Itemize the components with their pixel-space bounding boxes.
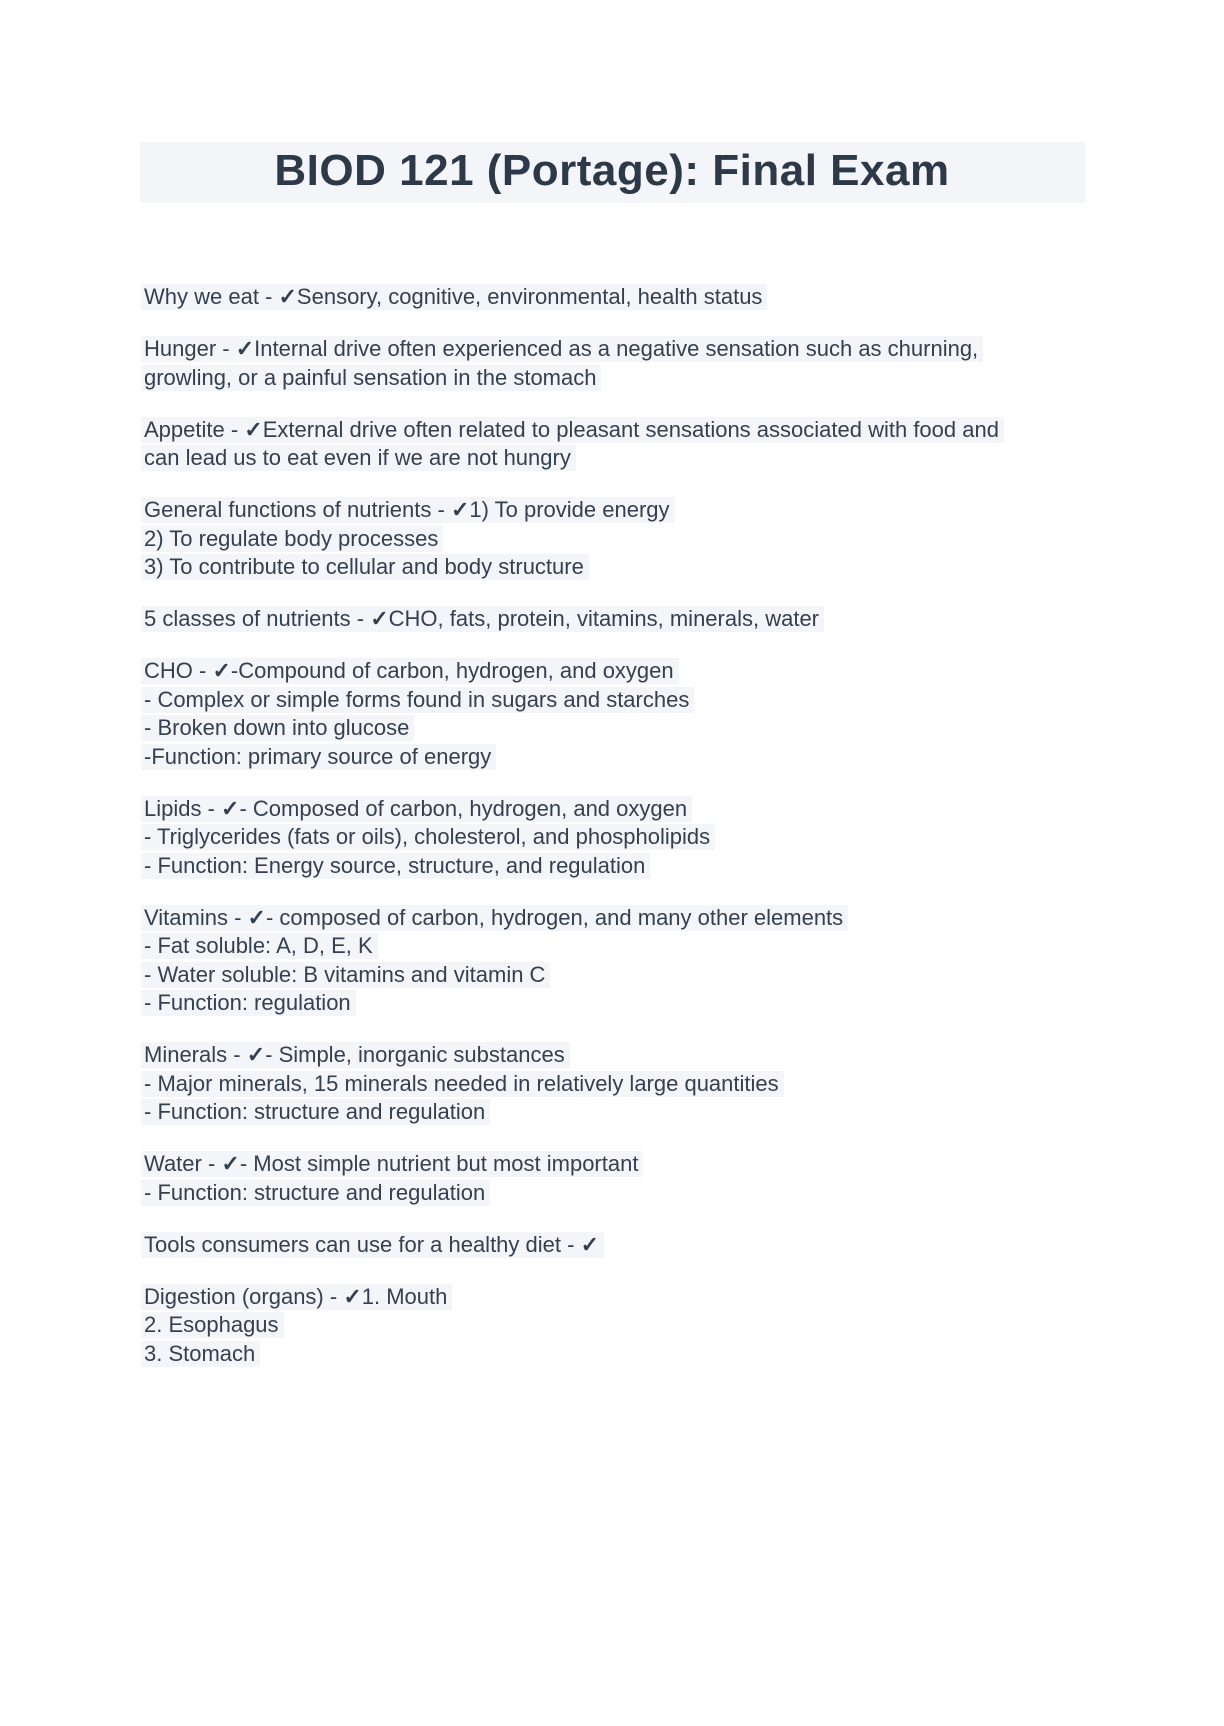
highlighted-text: Lipids - ✓- Composed of carbon, hydrogen, and oxygen: [141, 796, 692, 822]
text-line: [144, 824, 1094, 850]
highlighted-text: can lead us to eat even if we are not hungry: [141, 445, 576, 471]
highlighted-text: - Complex or simple forms found in sugars and starches: [141, 687, 694, 713]
highlighted-text: - Broken down into glucose: [141, 715, 414, 741]
text-line: [144, 1071, 1094, 1097]
highlighted-text: growling, or a painful sensation in the stomach: [141, 365, 601, 391]
highlighted-text: Tools consumers can use for a healthy diet - ✓: [141, 1232, 604, 1258]
qa-block: [144, 796, 1094, 879]
text-line: [144, 990, 1094, 1016]
checkmark-icon: ✓: [450, 497, 470, 522]
checkmark-icon: ✓: [246, 1042, 266, 1067]
qa-block: [144, 1232, 1094, 1258]
document-title-bar: [140, 142, 1085, 203]
highlighted-text: 2) To regulate body processes: [141, 526, 443, 552]
highlighted-text: Appetite - ✓External drive often related to pleasant sensations associated with food and: [141, 417, 1004, 443]
checkmark-icon: ✓: [221, 795, 240, 821]
text-line: [144, 1232, 1094, 1258]
document-title: BIOD 121 (Portage): Final Exam: [274, 146, 950, 195]
highlighted-text: Minerals - ✓- Simple, inorganic substances: [141, 1042, 570, 1068]
checkmark-icon: ✓: [244, 416, 263, 442]
text-line: [144, 554, 1094, 580]
highlighted-text: - Triglycerides (fats or oils), cholesterol, and phospholipids: [141, 824, 715, 850]
highlighted-text: - Function: structure and regulation: [141, 1180, 490, 1206]
qa-block: [144, 658, 1094, 770]
text-line: [144, 1180, 1094, 1206]
text-line: [144, 658, 1094, 684]
text-line: [144, 606, 1094, 632]
text-line: [144, 796, 1094, 822]
checkmark-icon: ✓: [278, 284, 297, 309]
checkmark-icon: ✓: [235, 336, 255, 361]
text-line: [144, 1341, 1094, 1367]
highlighted-text: Digestion (organs) - ✓1. Mouth: [141, 1284, 452, 1310]
checkmark-icon: ✓: [370, 606, 389, 631]
qa-block: [144, 417, 1094, 472]
text-line: [144, 1099, 1094, 1125]
text-line: [144, 284, 1094, 310]
highlighted-text: -Function: primary source of energy: [141, 744, 496, 770]
qa-block: [144, 905, 1094, 1017]
highlighted-text: 3. Stomach: [141, 1341, 260, 1367]
qa-block: [144, 336, 1094, 391]
highlighted-text: 5 classes of nutrients - ✓CHO, fats, protein, vitamins, minerals, water: [141, 606, 824, 632]
qa-block: [144, 606, 1094, 632]
highlighted-text: Vitamins - ✓- composed of carbon, hydrogen, and many other elements: [141, 905, 848, 931]
highlighted-text: Why we eat - ✓Sensory, cognitive, environmental, health status: [141, 284, 767, 310]
text-line: [144, 365, 1094, 391]
checkmark-icon: ✓: [343, 1283, 362, 1309]
highlighted-text: - Function: Energy source, structure, and regulation: [141, 853, 650, 879]
text-line: [144, 1312, 1094, 1338]
qa-block: [144, 1151, 1094, 1206]
checkmark-icon: ✓: [221, 1151, 240, 1176]
highlighted-text: Hunger - ✓Internal drive often experienced as a negative sensation such as churning,: [141, 336, 983, 362]
text-line: [144, 1284, 1094, 1310]
highlighted-text: - Fat soluble: A, D, E, K: [141, 933, 378, 959]
text-line: [144, 687, 1094, 713]
text-line: [144, 1151, 1094, 1177]
checkmark-icon: ✓: [212, 658, 231, 683]
qa-block: [144, 497, 1094, 580]
text-line: [144, 526, 1094, 552]
qa-block: [144, 1284, 1094, 1367]
highlighted-text: - Function: structure and regulation: [141, 1099, 490, 1125]
text-line: [144, 962, 1094, 988]
checkmark-icon: ✓: [580, 1231, 599, 1257]
highlighted-text: General functions of nutrients - ✓1) To provide energy: [141, 497, 675, 523]
text-line: [144, 417, 1094, 443]
text-line: [144, 1042, 1094, 1068]
text-line: [144, 853, 1094, 879]
qa-block: [144, 1042, 1094, 1125]
text-line: [144, 905, 1094, 931]
text-line: [144, 497, 1094, 523]
qa-block: [144, 284, 1094, 310]
document-page: [0, 142, 1224, 1367]
highlighted-text: Water - ✓- Most simple nutrient but most important: [141, 1151, 643, 1177]
text-line: [144, 744, 1094, 770]
highlighted-text: - Function: regulation: [141, 990, 356, 1016]
highlighted-text: 2. Esophagus: [141, 1312, 284, 1338]
document-body: [144, 284, 1094, 1367]
highlighted-text: - Major minerals, 15 minerals needed in relatively large quantities: [141, 1071, 784, 1097]
highlighted-text: 3) To contribute to cellular and body structure: [141, 554, 589, 580]
text-line: [144, 933, 1094, 959]
text-line: [144, 445, 1094, 471]
highlighted-text: - Water soluble: B vitamins and vitamin C: [141, 962, 550, 988]
text-line: [144, 715, 1094, 741]
text-line: [144, 336, 1094, 362]
checkmark-icon: ✓: [247, 904, 266, 930]
highlighted-text: CHO - ✓-Compound of carbon, hydrogen, and oxygen: [141, 658, 679, 684]
